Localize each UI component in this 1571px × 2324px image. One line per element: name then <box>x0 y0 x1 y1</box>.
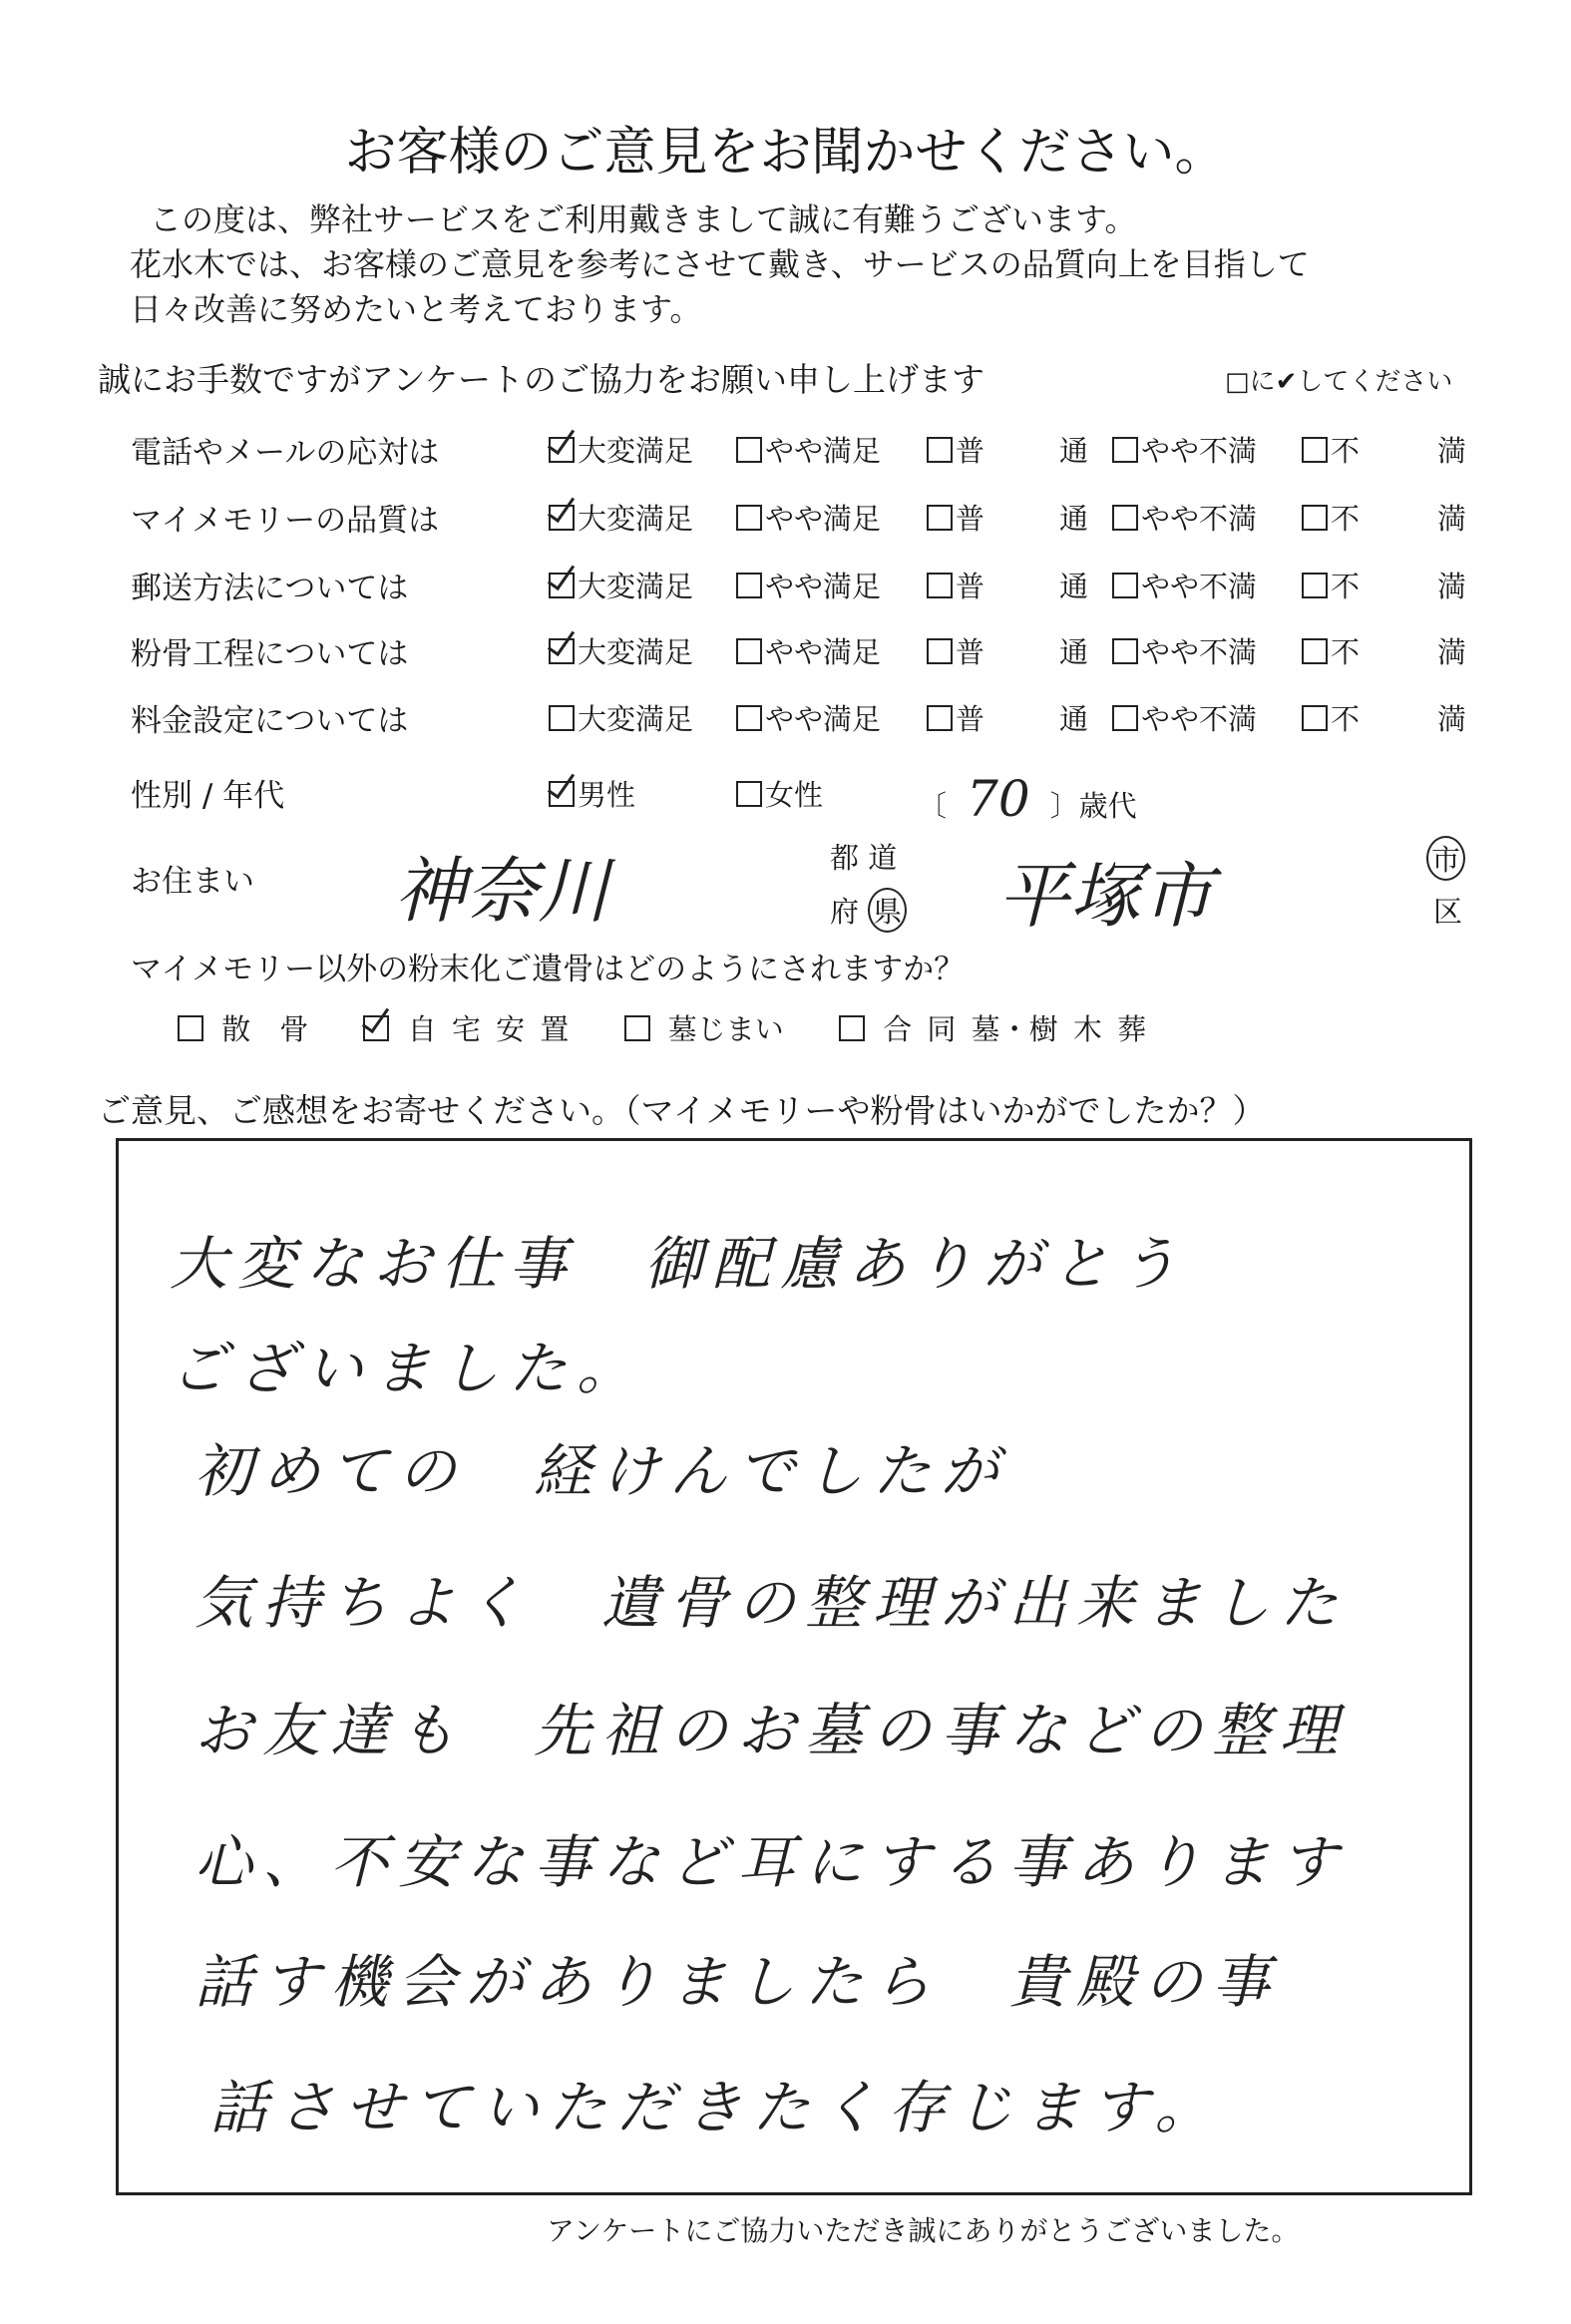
rating-option[interactable] <box>927 697 984 738</box>
rating-label: 不 <box>1331 570 1361 603</box>
rating-checkbox[interactable] <box>1112 437 1138 463</box>
question-label: 粉骨工程については <box>131 636 409 672</box>
rating-label: やや満足 <box>765 434 882 468</box>
rating-option <box>1059 497 1088 538</box>
page-title: お客様のご意見をお聞かせください。 <box>344 123 1227 183</box>
rating-label: やや満足 <box>765 635 882 669</box>
rating-label: 不 <box>1331 702 1361 736</box>
rating-label: やや不満 <box>1141 702 1258 736</box>
male-option[interactable] <box>549 773 635 814</box>
rating-option <box>1437 697 1466 738</box>
rating-option <box>1059 565 1088 605</box>
rating-label: 満 <box>1437 635 1467 669</box>
age-value: 70 <box>967 770 1030 828</box>
rating-option[interactable] <box>1302 565 1360 605</box>
rating-option <box>1059 429 1088 470</box>
rating-option[interactable] <box>927 630 984 671</box>
rating-option[interactable] <box>549 630 693 671</box>
rating-label: 不 <box>1331 434 1361 468</box>
rating-option[interactable] <box>927 497 984 538</box>
rating-label: 普 <box>956 635 985 669</box>
comment-line: 話させていただきたく存じます。 <box>209 2074 1223 2141</box>
rating-label: やや満足 <box>765 702 882 736</box>
comment-line: 心、不安な事など耳にする事あります <box>195 1828 1349 1896</box>
question-label: 郵送方法については <box>131 571 409 606</box>
question-label: 料金設定については <box>131 703 409 739</box>
rating-label: やや不満 <box>1141 502 1258 536</box>
rating-label: 大変満足 <box>578 570 694 603</box>
city-suffix-ku: 区 <box>1433 895 1463 929</box>
rating-checkbox[interactable] <box>736 638 762 664</box>
rating-label: 大変満足 <box>578 502 694 536</box>
rating-checkbox[interactable] <box>549 573 575 598</box>
request-hint: □に✔してください <box>1225 367 1453 397</box>
rating-label: やや満足 <box>765 502 882 536</box>
rating-checkbox[interactable] <box>1112 705 1138 731</box>
rating-checkbox[interactable] <box>736 573 762 598</box>
rating-checkbox[interactable] <box>1302 638 1328 664</box>
rating-checkbox[interactable] <box>927 573 953 598</box>
option-label: 墓じまい <box>667 1012 784 1046</box>
city-suffix-shi <box>1426 836 1465 881</box>
ken-circled: 県 <box>868 888 907 933</box>
joint-grave-checkbox[interactable] <box>839 1015 865 1041</box>
rating-checkbox[interactable] <box>1112 638 1138 664</box>
rating-option[interactable] <box>549 497 693 538</box>
rating-option[interactable] <box>736 630 881 671</box>
comment-line: 初めての 経けんでしたが <box>195 1437 1009 1505</box>
rating-label: 満 <box>1437 570 1467 603</box>
rating-checkbox[interactable] <box>927 437 953 463</box>
rating-option[interactable] <box>549 697 693 738</box>
rating-option[interactable] <box>549 429 693 470</box>
address-label: お住まい <box>131 864 254 900</box>
rating-option <box>1437 497 1466 538</box>
rating-label: 普 <box>956 702 985 736</box>
male-checkbox[interactable] <box>549 781 575 807</box>
rating-option <box>1437 565 1466 605</box>
rating-label: 大変満足 <box>578 635 694 669</box>
question-label: 電話やメールの応対は <box>131 435 440 471</box>
grave-closing-checkbox[interactable] <box>624 1015 650 1041</box>
rating-checkbox[interactable] <box>736 437 762 463</box>
remains-option[interactable] <box>624 1012 784 1046</box>
rating-label: やや不満 <box>1141 635 1258 669</box>
rating-checkbox[interactable] <box>736 705 762 731</box>
rating-option[interactable] <box>549 565 693 605</box>
intro-line-2: 花水木では、お客様のご意見を参考にさせて戴き、サービスの品質向上を目指して <box>130 245 1310 283</box>
comment-line: 話す機会がありましたら 貴殿の事 <box>195 1948 1281 2016</box>
rating-label: 不 <box>1331 635 1361 669</box>
rating-checkbox[interactable] <box>549 705 575 731</box>
shi-circled: 市 <box>1426 836 1465 881</box>
rating-label: 不 <box>1331 502 1361 536</box>
gender-age-label: 性別 / 年代 <box>131 778 285 814</box>
male-label: 男性 <box>578 778 636 812</box>
comment-line: 気持ちよく 遺骨の整理が出来ました <box>195 1569 1349 1637</box>
age-suffix: 〕歳代 <box>1049 789 1137 823</box>
footer-thanks: アンケートにご協力いただき誠にありがとうございました。 <box>547 2214 1300 2247</box>
rating-option <box>1059 630 1088 671</box>
pref-suffix-top: 都 道 <box>830 841 898 875</box>
rating-option[interactable] <box>1302 429 1360 470</box>
rating-checkbox[interactable] <box>1302 505 1328 531</box>
rating-checkbox[interactable] <box>1112 505 1138 531</box>
rating-label: 大変満足 <box>578 434 694 468</box>
rating-option[interactable] <box>1112 630 1257 671</box>
age-open: 〔 <box>918 789 948 823</box>
scatter-checkbox[interactable] <box>178 1015 203 1041</box>
prefecture-value: 神奈川 <box>394 849 610 933</box>
rating-option[interactable] <box>736 497 881 538</box>
rating-checkbox[interactable] <box>1302 705 1328 731</box>
rating-label: やや不満 <box>1141 570 1258 603</box>
rating-checkbox[interactable] <box>927 638 953 664</box>
rating-checkbox[interactable] <box>549 505 575 531</box>
rating-label: 普 <box>956 502 985 536</box>
remains-option[interactable] <box>178 1012 308 1046</box>
rating-label: 満 <box>1437 702 1467 736</box>
rating-label: 通 <box>1059 502 1089 536</box>
rating-label: 通 <box>1059 635 1089 669</box>
intro-line-3: 日々改善に努めたいと考えております。 <box>130 290 702 328</box>
rating-option[interactable] <box>1302 697 1360 738</box>
rating-checkbox[interactable] <box>1302 437 1328 463</box>
rating-checkbox[interactable] <box>1302 573 1328 598</box>
age-field[interactable] <box>918 770 1137 828</box>
rating-option[interactable] <box>1112 697 1257 738</box>
female-checkbox[interactable] <box>736 781 762 807</box>
remains-option[interactable] <box>839 1012 1146 1046</box>
rating-option <box>1437 630 1466 671</box>
rating-option[interactable] <box>736 429 881 470</box>
rating-checkbox[interactable] <box>549 437 575 463</box>
rating-option[interactable] <box>736 565 881 605</box>
option-label: 自 宅 安 置 <box>407 1012 570 1046</box>
rating-label: 普 <box>956 570 985 603</box>
rating-option[interactable] <box>1112 429 1257 470</box>
rating-label: 通 <box>1059 702 1089 736</box>
comment-line: ございました。 <box>170 1335 645 1402</box>
rating-option[interactable] <box>1302 630 1360 671</box>
rating-label: 普 <box>956 434 985 468</box>
rating-label: 満 <box>1437 434 1467 468</box>
female-label: 女性 <box>765 778 824 812</box>
comment-line: 大変なお仕事 御配慮ありがとう <box>170 1230 1188 1298</box>
remains-option[interactable] <box>363 1012 569 1046</box>
question-label: マイメモリーの品質は <box>131 503 440 539</box>
fu-label: 府 <box>830 895 860 929</box>
pref-suffix-bottom <box>830 888 907 933</box>
rating-option[interactable] <box>1112 497 1257 538</box>
remains-options <box>178 1007 1146 1048</box>
rating-checkbox[interactable] <box>736 505 762 531</box>
comments-header: ご意見、ご感想をお寄せください。（マイメモリーや粉骨はいかがでしたか？） <box>98 1091 1266 1130</box>
rating-label: やや不満 <box>1141 434 1258 468</box>
intro-line-1: この度は、弊社サービスをご利用戴きまして誠に有難うございます。 <box>150 200 1137 238</box>
remains-question: マイメモリー以外の粉末化ご遺骨はどのようにされますか？ <box>131 952 966 987</box>
rating-label: やや満足 <box>765 570 882 603</box>
rating-option[interactable] <box>1112 565 1257 605</box>
rating-option[interactable] <box>1302 497 1360 538</box>
rating-checkbox[interactable] <box>549 638 575 664</box>
rating-checkbox[interactable] <box>1112 573 1138 598</box>
rating-checkbox[interactable] <box>927 705 953 731</box>
rating-label: 通 <box>1059 434 1089 468</box>
survey-request: 誠にお手数ですがアンケートのご協力をお願い申し上げます <box>98 360 985 399</box>
rating-label: 大変満足 <box>578 702 694 736</box>
option-label: 合 同 墓・樹 木 葬 <box>883 1012 1147 1046</box>
female-option[interactable] <box>736 773 823 814</box>
comment-line: お友達も 先祖のお墓の事などの整理 <box>195 1697 1349 1764</box>
city-value: 平塚市 <box>997 854 1214 938</box>
rating-label: 通 <box>1059 570 1089 603</box>
rating-option[interactable] <box>927 429 984 470</box>
option-label: 散 骨 <box>221 1012 309 1046</box>
home-checkbox[interactable] <box>363 1015 389 1041</box>
rating-checkbox[interactable] <box>927 505 953 531</box>
rating-option <box>1437 429 1466 470</box>
rating-option[interactable] <box>927 565 984 605</box>
rating-option[interactable] <box>736 697 881 738</box>
rating-option <box>1059 697 1088 738</box>
rating-label: 満 <box>1437 502 1467 536</box>
